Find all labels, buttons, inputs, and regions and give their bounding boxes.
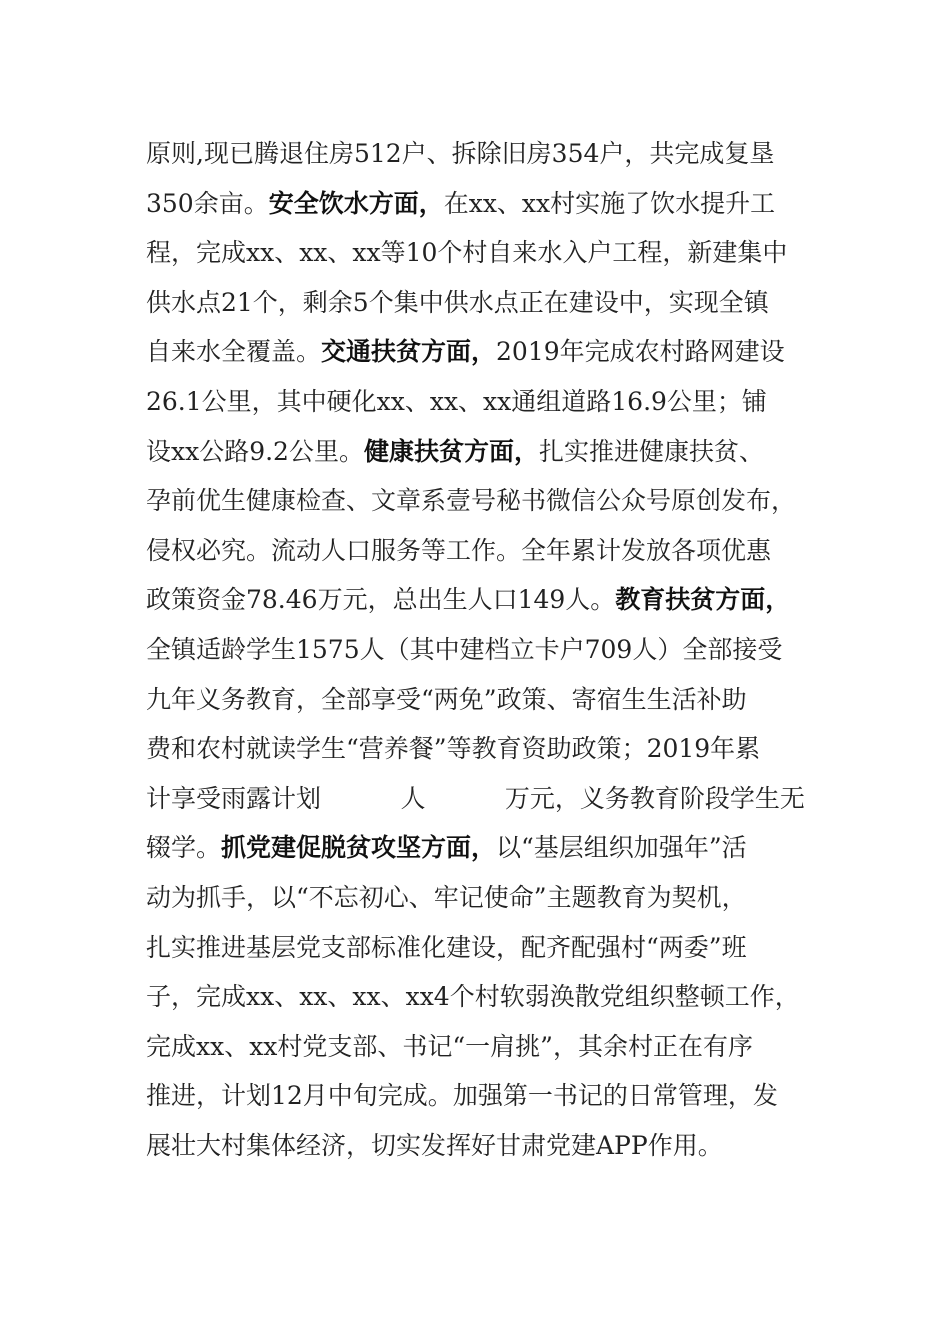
body-text: 2019年完成农村路网建设 xyxy=(496,337,785,367)
body-text: 侵权必究。流动人口服务等工作。全年累计发放各项优惠 xyxy=(146,535,772,565)
text-line xyxy=(146,675,816,725)
text-line xyxy=(146,774,816,824)
text-line xyxy=(146,476,816,526)
body-text: 费和农村就读学生“营养餐”等教育资助政策；2019年累 xyxy=(146,734,761,764)
body-text: 350余亩。 xyxy=(146,188,269,218)
text-line xyxy=(146,427,816,477)
text-line xyxy=(146,923,816,973)
body-text: 以“基层组织加强年”活 xyxy=(496,833,747,863)
body-text: 辍学。 xyxy=(146,833,222,863)
text-line xyxy=(146,327,816,377)
section-heading: 健康扶贫方面， xyxy=(363,436,539,466)
body-text: 动为抓手，以“不忘初心、牢记使命”主题教育为契机， xyxy=(146,882,747,912)
body-text: 计享受雨露计划 人 万元，义务教育阶段学生无 xyxy=(146,783,805,813)
section-heading: 安全饮水方面， xyxy=(268,188,444,218)
text-line xyxy=(146,625,816,675)
body-text: 供水点21个，剩余5个集中供水点正在建设中，实现全镇 xyxy=(146,287,769,317)
section-heading: 抓党建促脱贫攻坚方面， xyxy=(221,833,497,863)
body-text: 26.1公里，其中硬化xx、xx、xx通组道路16.9公里；铺 xyxy=(146,386,767,416)
text-line xyxy=(146,873,816,923)
text-line xyxy=(146,278,816,328)
body-text: 设xx公路9.2公里。 xyxy=(146,436,364,466)
body-text: 扎实推进健康扶贫、 xyxy=(538,436,764,466)
body-text: 全镇适龄学生1575人（其中建档立卡户709人）全部接受 xyxy=(146,634,783,664)
body-text: 推进，计划12月中旬完成。加强第一书记的日常管理，发 xyxy=(146,1081,778,1111)
text-line xyxy=(146,377,816,427)
body-text: 完成xx、xx村党支部、书记“一肩挑”，其余村正在有序 xyxy=(146,1031,753,1061)
body-paragraph xyxy=(146,129,816,1170)
body-text: 展壮大村集体经济，切实发挥好甘肃党建APP作用。 xyxy=(146,1130,723,1160)
body-text: 程，完成xx、xx、xx等10个村自来水入户工程，新建集中 xyxy=(146,238,788,268)
text-line xyxy=(146,129,816,179)
text-line xyxy=(146,228,816,278)
text-line xyxy=(146,575,816,625)
text-line xyxy=(146,179,816,229)
body-text: 政策资金78.46万元，总出生人口149人。 xyxy=(146,585,616,615)
text-line xyxy=(146,1022,816,1072)
section-heading: 教育扶贫方面， xyxy=(615,585,791,615)
body-text: 原则,现已腾退住房512户、拆除旧房354户，共完成复垦 xyxy=(146,139,775,168)
body-text: 孕前优生健康检查、文章系壹号秘书微信公众号原创发布， xyxy=(146,486,797,516)
body-text: 子，完成xx、xx、xx、xx4个村软弱涣散党组织整顿工作， xyxy=(146,982,800,1012)
section-heading: 交通扶贫方面， xyxy=(321,337,497,367)
text-line xyxy=(146,1121,816,1171)
body-text: 在xx、xx村实施了饮水提升工 xyxy=(443,188,776,218)
text-line xyxy=(146,823,816,873)
body-text: 九年义务教育，全部享受“两免”政策、寄宿生生活补助 xyxy=(146,684,747,714)
body-text: 扎实推进基层党支部标准化建设，配齐配强村“两委”班 xyxy=(146,932,747,962)
text-line xyxy=(146,526,816,576)
body-text: 自来水全覆盖。 xyxy=(146,337,322,367)
text-line xyxy=(146,1071,816,1121)
text-line xyxy=(146,724,816,774)
text-line xyxy=(146,972,816,1022)
